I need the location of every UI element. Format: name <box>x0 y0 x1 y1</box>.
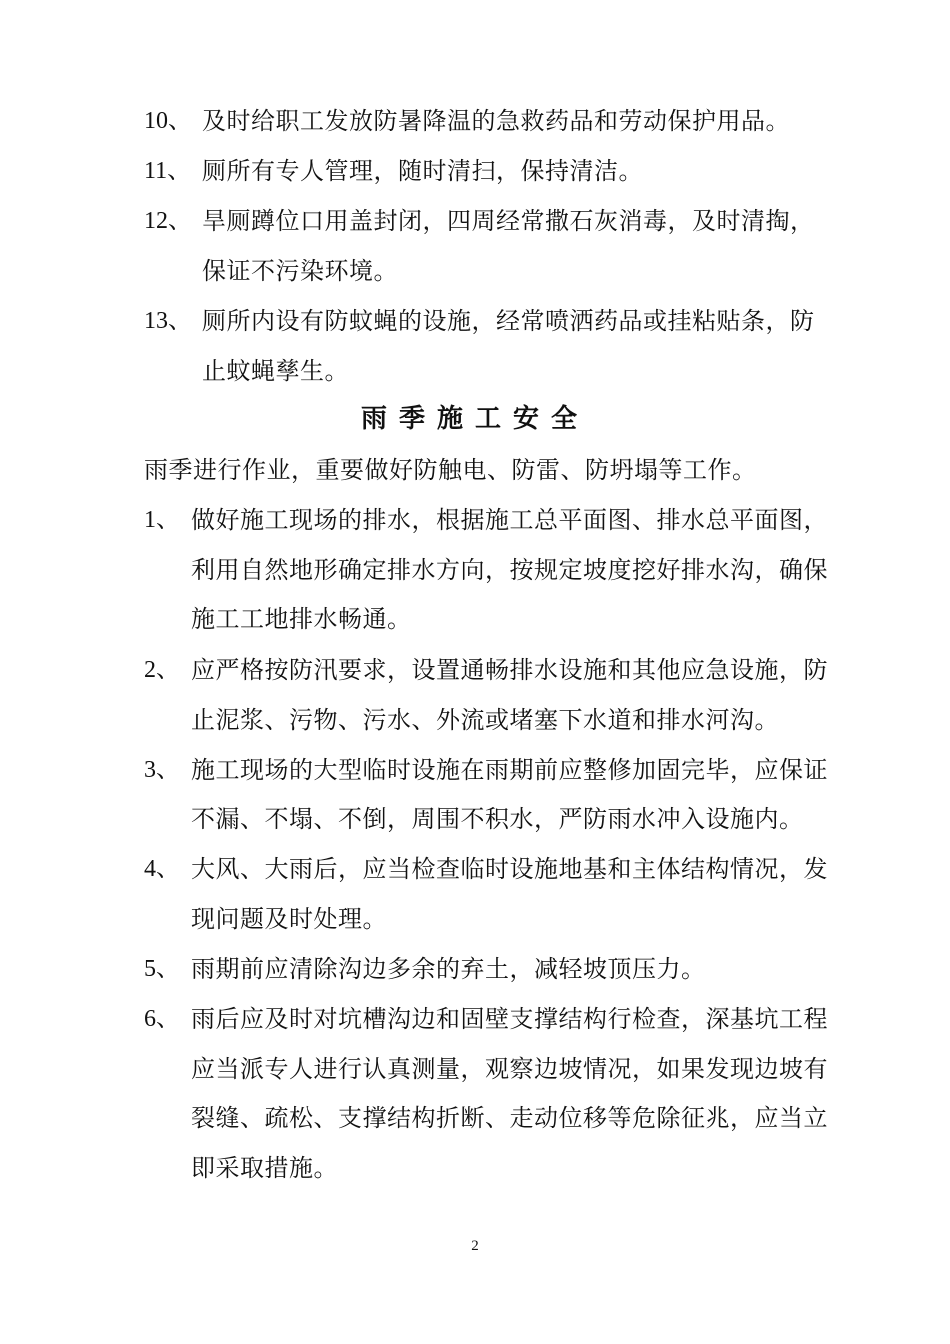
item-text: 施工工地排水畅通。 <box>191 605 412 633</box>
item-text: 利用自然地形确定排水方向，按规定坡度挖好排水沟，确保 <box>191 556 828 584</box>
item-text: 即采取措施。 <box>191 1154 338 1182</box>
item-number: 12、 <box>144 208 192 234</box>
item-text: 保证不污染环境。 <box>202 257 398 285</box>
item-number: 5、 <box>144 956 180 982</box>
item-text: 做好施工现场的排水，根据施工总平面图、排水总平面图， <box>191 506 828 534</box>
item-number: 2、 <box>144 657 180 683</box>
item-number: 10、 <box>144 108 192 134</box>
item-text: 止蚊蝇孳生。 <box>202 357 349 385</box>
item-number: 3、 <box>144 757 180 783</box>
item-text: 大风、大雨后，应当检查临时设施地基和主体结构情况，发 <box>191 855 828 883</box>
item-number: 13、 <box>144 308 192 334</box>
section-intro: 雨季进行作业，重要做好防触电、防雷、防坍塌等工作。 <box>144 456 757 484</box>
item-text: 裂缝、疏松、支撑结构折断、走动位移等危除征兆，应当立 <box>191 1104 828 1132</box>
item-text: 厕所有专人管理，随时清扫，保持清洁。 <box>202 157 643 185</box>
page-number: 2 <box>471 1238 479 1254</box>
item-text: 应当派专人进行认真测量，观察边坡情况，如果发现边坡有 <box>191 1055 828 1083</box>
item-number: 1、 <box>144 507 180 533</box>
item-text: 雨期前应清除沟边多余的弃土，减轻坡顶压力。 <box>191 955 706 983</box>
item-text: 旱厕蹲位口用盖封闭，四周经常撒石灰消毒，及时清掏， <box>202 207 815 235</box>
item-text: 不漏、不塌、不倒，周围不积水，严防雨水冲入设施内。 <box>191 805 804 833</box>
item-text: 及时给职工发放防暑降温的急救药品和劳动保护用品。 <box>202 107 790 135</box>
item-number: 4、 <box>144 856 180 882</box>
section-title: 雨季施工安全 <box>360 404 589 434</box>
item-text: 厕所内设有防蚊蝇的设施，经常喷洒药品或挂粘贴条，防 <box>202 307 815 335</box>
item-text: 应严格按防汛要求，设置通畅排水设施和其他应急设施，防 <box>191 656 828 684</box>
item-number: 6、 <box>144 1006 180 1032</box>
item-text: 施工现场的大型临时设施在雨期前应整修加固完毕，应保证 <box>191 756 828 784</box>
item-text: 止泥浆、污物、污水、外流或堵塞下水道和排水河沟。 <box>191 706 779 734</box>
item-number: 11、 <box>144 158 192 184</box>
item-text: 现问题及时处理。 <box>191 905 387 933</box>
item-text: 雨后应及时对坑槽沟边和固壁支撑结构行检查，深基坑工程 <box>191 1005 828 1033</box>
